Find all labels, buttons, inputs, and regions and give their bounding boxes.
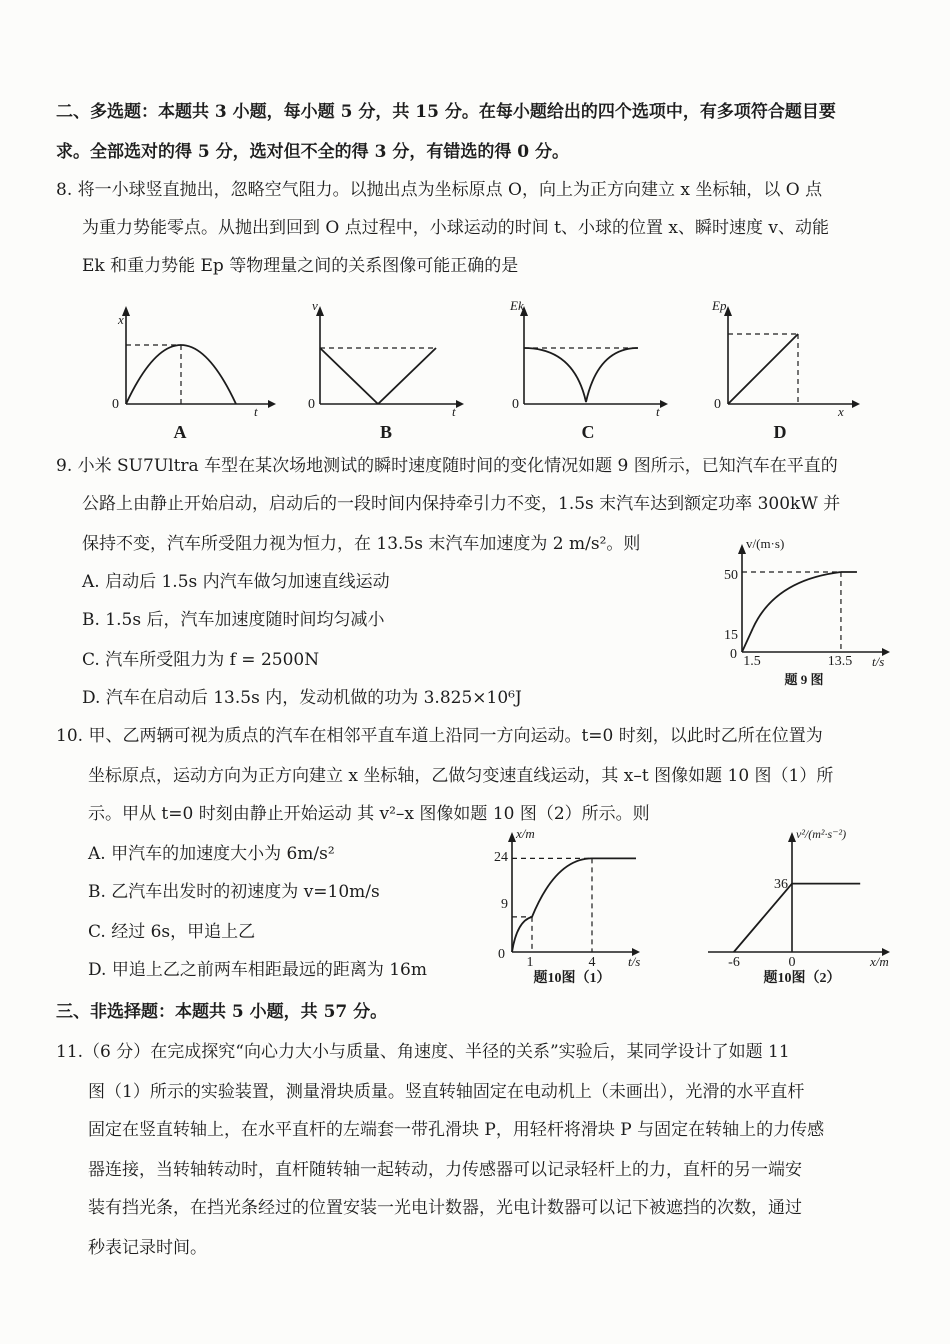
y-axis-label: v²/(m²·s⁻²)	[796, 827, 847, 841]
x-axis-arrow	[456, 400, 464, 408]
q8-graph-d	[708, 300, 888, 450]
q10-stem-line1: 10. 甲、乙两辆可视为质点的汽车在相邻平直车道上沿同一方向运动。t=0 时刻，以此时乙所在位置为	[56, 726, 823, 746]
potential-energy-line	[728, 334, 798, 404]
x-axis-arrow	[268, 400, 276, 408]
q9-option-a: A. 启动后 1.5s 内汽车做匀加速直线运动	[82, 572, 390, 592]
origin-label: 0	[308, 397, 315, 412]
q8-stem-line2: 为重力势能零点。从抛出到回到 O 点过程中，小球运动的时间 t、小球的位置 x、瞬时速度 v、动能	[82, 218, 829, 238]
q11-line5: 装有挡光条，在挡光条经过的位置安装一光电计数器，光电计数器可以记下被遮挡的次数，通过	[88, 1198, 802, 1218]
q9-option-b: B. 1.5s 后，汽车加速度随时间均匀减小	[82, 610, 385, 630]
q11-line3: 固定在竖直转轴上，在水平直杆的左端套一带孔滑块 P，用轻杆将滑块 P 与固定在转轴上的力传感	[88, 1120, 825, 1140]
option-label: B	[379, 422, 393, 442]
q10-option-a: A. 甲汽车的加速度大小为 6m/s²	[88, 844, 335, 864]
y-tick-15: 15	[724, 628, 738, 643]
chart-title: 题10图（1）	[533, 971, 611, 986]
x-tick-0: 0	[788, 955, 796, 970]
q11-line4: 器连接，当转轴转动时，直杆随转轴一起转动，力传感器可以记录轻杆上的力，直杆的另一端安	[88, 1160, 802, 1180]
q10-stem-line2: 坐标原点，运动方向为正方向建立 x 坐标轴，乙做匀变速直线运动，其 x–t 图像如题 10 图（1）所	[88, 766, 834, 786]
y-axis-arrow	[508, 832, 516, 842]
x-axis-label: t	[656, 404, 660, 419]
y-axis-label: v/(m·s)	[746, 536, 785, 551]
origin-label: 0	[714, 397, 721, 412]
power-curve	[753, 572, 841, 628]
y-axis-label: v	[312, 298, 318, 313]
x-axis-label: t/s	[872, 654, 885, 669]
q10-option-b: B. 乙汽车出发时的初速度为 v=10m/s	[88, 882, 380, 902]
y-axis-label: x	[118, 312, 124, 327]
x-axis-label: x/m	[870, 954, 889, 969]
section-2-heading-line1: 二、多选题：本题共 3 小题，每小题 5 分，共 15 分。在每小题给出的四个选项中，有多项符合题目要	[56, 102, 836, 122]
q9-option-d: D. 汽车在启动后 13.5s 内，发动机做的功为 3.825×10⁶J	[82, 688, 522, 708]
y-tick-36: 36	[774, 877, 788, 892]
x-tick-1: 1	[526, 955, 534, 970]
x-axis-arrow	[852, 400, 860, 408]
section-2-heading-line2: 求。全部选对的得 5 分，选对但不全的得 3 分，有错选的得 0 分。	[56, 142, 569, 162]
y-axis-label: Ek	[510, 298, 524, 313]
x-axis-label: t/s	[628, 954, 641, 969]
displacement-curve	[512, 858, 636, 952]
option-label: C	[581, 422, 595, 442]
x-axis-label: x	[838, 404, 844, 419]
q10-option-c: C. 经过 6s，甲追上乙	[88, 922, 256, 942]
q8-graph-c	[506, 300, 686, 450]
x-axis-label: t	[452, 404, 456, 419]
origin-label: 0	[512, 397, 519, 412]
x-tick-13-5: 13.5	[827, 654, 853, 669]
option-label: A	[173, 422, 187, 442]
velocity-up-line	[378, 348, 436, 404]
kinetic-energy-curve	[524, 348, 638, 402]
q8-stem-line3: Ek 和重力势能 Ep 等物理量之间的关系图像可能正确的是	[82, 256, 519, 276]
chart-title: 题10图（2）	[763, 971, 841, 986]
q9-chart	[722, 538, 902, 688]
q10-stem-line3: 示。甲从 t=0 时刻由静止开始运动 其 v²–x 图像如题 10 图（2）所示。则	[88, 804, 650, 824]
q8-graph-a	[108, 300, 288, 450]
chart-title: 题 9 图	[784, 672, 824, 687]
x-tick-4: 4	[588, 955, 596, 970]
y-axis-arrow	[788, 832, 796, 842]
y-axis-label: Ep	[712, 298, 727, 313]
q9-stem-line3: 保持不变，汽车所受阻力视为恒力，在 13.5s 末汽车加速度为 2 m/s²。则	[82, 534, 641, 554]
origin-label: 0	[112, 397, 119, 412]
q9-stem-line2: 公路上由静止开始启动，启动后的一段时间内保持牵引力不变，1.5s 末汽车达到额定功率 300kW 并	[82, 494, 841, 514]
q10-chart-2	[706, 828, 896, 988]
section-3-heading: 三、非选择题：本题共 5 小题，共 57 分。	[56, 1002, 388, 1022]
x-tick-minus-6: -6	[728, 955, 740, 970]
q11-line6: 秒表记录时间。	[88, 1238, 207, 1258]
y-tick-24: 24	[494, 850, 508, 865]
y-axis-label: x/m	[516, 826, 535, 841]
velocity-down-line	[320, 348, 378, 404]
y-tick-9: 9	[501, 897, 508, 912]
x-tick-1-5: 1.5	[743, 654, 761, 669]
origin-label: 0	[730, 647, 737, 662]
q8-graph-b	[302, 300, 482, 450]
q9-option-c: C. 汽车所受阻力为 f = 2500N	[82, 650, 320, 670]
x-axis-arrow	[660, 400, 668, 408]
q10-option-d: D. 甲追上乙之前两车相距最远的距离为 16m	[88, 960, 427, 980]
q11-line2: 图（1）所示的实验装置，测量滑块质量。竖直转轴固定在电动机上（未画出），光滑的水平直杆	[88, 1082, 805, 1102]
q9-stem-line1: 9. 小米 SU7Ultra 车型在某次场地测试的瞬时速度随时间的变化情况如题 9 图所示，已知汽车在平直的	[56, 456, 838, 476]
v2-x-line	[734, 884, 860, 952]
option-label: D	[773, 422, 787, 442]
y-tick-50: 50	[724, 568, 738, 583]
q8-stem-line1: 8. 将一小球竖直抛出，忽略空气阻力。以抛出点为坐标原点 O，向上为正方向建立 x 坐标轴，以 O 点	[56, 180, 823, 200]
q11-line1: 11.（6 分）在完成探究“向心力大小与质量、角速度、半径的关系”实验后，某同学设计了如题 11	[56, 1042, 790, 1062]
origin-label: 0	[498, 947, 505, 962]
q10-chart-1	[492, 828, 662, 988]
x-axis-label: t	[254, 404, 258, 419]
y-axis-arrow	[738, 544, 746, 554]
accel-line	[742, 628, 753, 652]
